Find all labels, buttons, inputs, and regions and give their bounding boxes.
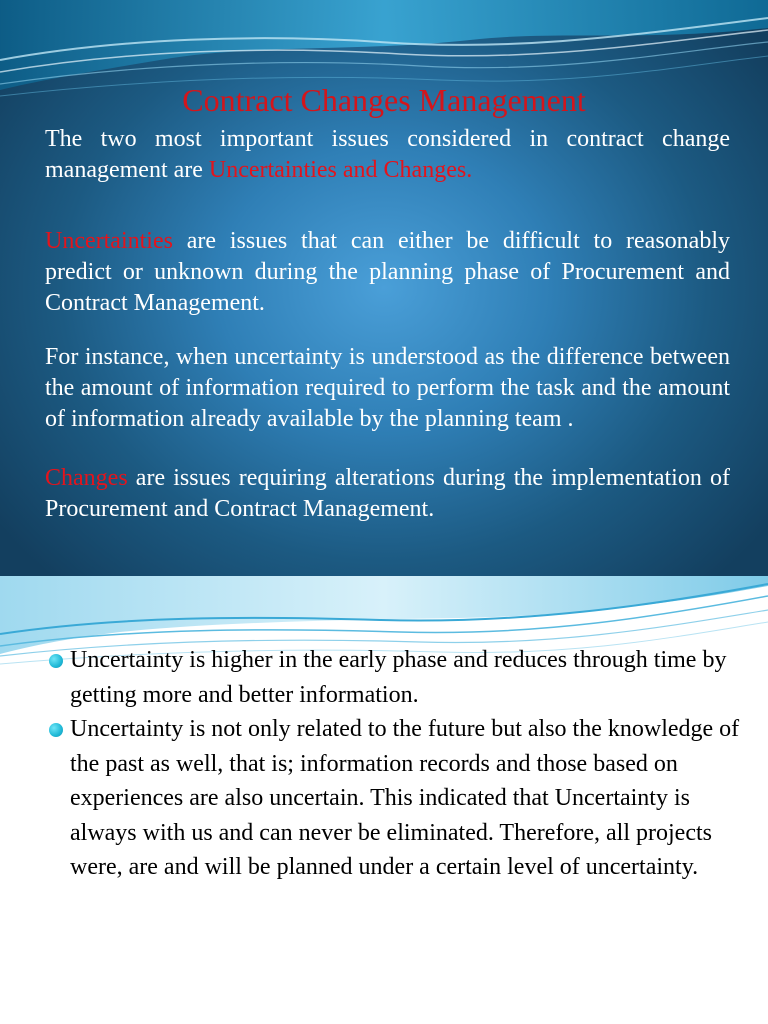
bullet-text: Uncertainty is not only related to the future but also the knowledge of the past as well, that is; information records and those based on experiences are also uncertain. This indicated that Uncertainty is always with us and can never be eliminated. Therefore, all projects were, are and will be planned under a certain level of uncertainty. [70,716,740,880]
bullet-dot-icon [49,654,63,668]
uncertainties-definition: are issues that can either be difficult to reasonably predict or unknown during the planning phase of Procurement and Contract Management. [45,228,730,316]
term-changes-2: Changes [45,465,128,491]
term-uncertainties: Uncertainties [208,157,337,183]
list-item [48,643,748,712]
list-item [48,712,748,885]
intro-text-c: . [466,157,473,183]
intro-text-a: The two most important issues considered in contract change management are [45,126,730,183]
slide-2 [0,576,768,1024]
bullet-list [48,643,748,885]
term-uncertainties-2: Uncertainties [45,228,173,254]
paragraph-uncertainties [45,226,730,319]
paragraph-intro [45,124,730,186]
term-changes: Changes [383,157,467,183]
paragraph-changes [45,463,730,525]
bullet-text: Uncertainty is higher in the early phase and reduces through time by getting more and better information. [70,647,727,708]
slide-1-body [45,124,730,525]
paragraph-instance: For instance, when uncertainty is understood as the difference between the amount of information required to perform the task and the amount of information already available by the planning team . [45,344,730,432]
changes-definition: are issues requiring alterations during the implementation of Procurement and Contract Management. [45,465,730,522]
intro-text-b: and [336,157,384,183]
slide-title: Contract Changes Management [182,82,586,118]
bullet-dot-icon [49,723,63,737]
